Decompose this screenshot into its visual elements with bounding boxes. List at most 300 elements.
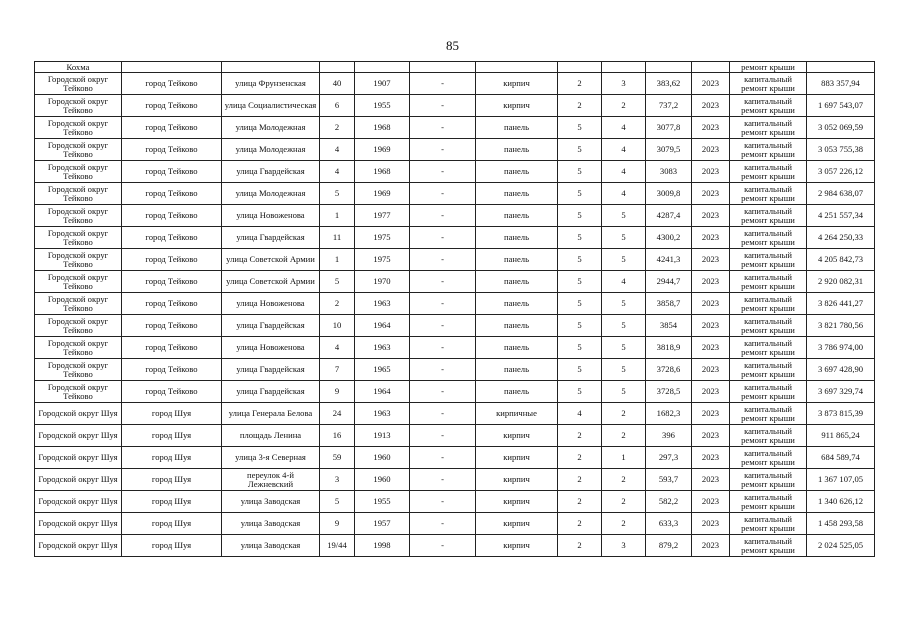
cell-build-year: 1907 [355,73,410,95]
cell-city: город Шуя [122,447,222,469]
table-row [35,491,875,513]
cell-floors: 5 [558,183,602,205]
cell-floors: 5 [558,227,602,249]
cell-work-type: капитальный ремонт крыши [730,271,807,293]
cell-work-type: капитальный ремонт крыши [730,315,807,337]
table-row [35,381,875,403]
cell-cost: 2 920 082,31 [807,271,875,293]
table-row [35,183,875,205]
cell-street: улица Фрунзенская [222,73,320,95]
cell-work-type: капитальный ремонт крыши [730,381,807,403]
cell-reconstruction-year: - [410,117,476,139]
cell-house-number: 4 [320,337,355,359]
cell-wall-material: кирпич [476,73,558,95]
cell-city: город Шуя [122,491,222,513]
cell-build-year: 1964 [355,381,410,403]
cell-wall-material: кирпич [476,469,558,491]
cell-entrances: 3 [602,73,646,95]
cell-wall-material: панель [476,337,558,359]
cell-build-year: 1963 [355,293,410,315]
cell-street: улица Гвардейская [222,359,320,381]
cell-work-type: капитальный ремонт крыши [730,161,807,183]
cell-reconstruction-year: - [410,271,476,293]
table-row [35,403,875,425]
cell-district: Городской округ Тейково [35,117,122,139]
table-row [35,513,875,535]
cell-house-number: 6 [320,95,355,117]
cell-cost: 3 057 226,12 [807,161,875,183]
cell-plan-year: 2023 [692,139,730,161]
cell-build-year: 1969 [355,139,410,161]
cell-city: город Тейково [122,139,222,161]
cell-plan-year: 2023 [692,513,730,535]
cell-reconstruction-year: - [410,315,476,337]
cell-area: 2944,7 [646,271,692,293]
cell-plan-year: 2023 [692,337,730,359]
cell-street: улица Молодежная [222,139,320,161]
cell-city: город Тейково [122,183,222,205]
cell-entrances: 1 [602,447,646,469]
cell-empty [646,62,692,73]
cell-floors: 5 [558,205,602,227]
cell-reconstruction-year: - [410,205,476,227]
cell-district: Городской округ Тейково [35,73,122,95]
cell-city: город Шуя [122,535,222,557]
cell-reconstruction-year: - [410,161,476,183]
cell-reconstruction-year: - [410,337,476,359]
cell-wall-material: панель [476,293,558,315]
cell-district: Городской округ Тейково [35,293,122,315]
cell-plan-year: 2023 [692,469,730,491]
cell-street: улица Молодежная [222,117,320,139]
cell-plan-year: 2023 [692,293,730,315]
cell-cost: 883 357,94 [807,73,875,95]
cell-floors: 2 [558,469,602,491]
cell-plan-year: 2023 [692,381,730,403]
cell-city: город Тейково [122,227,222,249]
table-row [35,139,875,161]
cell-build-year: 1964 [355,315,410,337]
table-row [35,447,875,469]
cell-house-number: 16 [320,425,355,447]
cell-floors: 2 [558,535,602,557]
cell-entrances: 5 [602,315,646,337]
cell-plan-year: 2023 [692,117,730,139]
cell-work-type: капитальный ремонт крыши [730,205,807,227]
cell-plan-year: 2023 [692,205,730,227]
cell-work-type: капитальный ремонт крыши [730,73,807,95]
cell-cost: 911 865,24 [807,425,875,447]
cell-street: улица Гвардейская [222,315,320,337]
cell-house-number: 1 [320,249,355,271]
cell-build-year: 1963 [355,337,410,359]
cell-work-type: капитальный ремонт крыши [730,359,807,381]
cell-city: город Тейково [122,205,222,227]
cell-city: город Тейково [122,271,222,293]
cell-house-number: 4 [320,161,355,183]
cell-district: Городской округ Тейково [35,139,122,161]
cell-wall-material: панель [476,183,558,205]
cell-entrances: 2 [602,469,646,491]
cell-cost: 4 251 557,34 [807,205,875,227]
cell-house-number: 10 [320,315,355,337]
cell-city: город Шуя [122,513,222,535]
cell-area: 3728,5 [646,381,692,403]
table-row [35,117,875,139]
cell-city: город Тейково [122,381,222,403]
table-row [35,315,875,337]
cell-floors: 5 [558,381,602,403]
cell-build-year: 1955 [355,491,410,513]
cell-cost: 1 340 626,12 [807,491,875,513]
table-row-continuation [35,62,875,73]
cell-empty [222,62,320,73]
cell-cost: 3 697 329,74 [807,381,875,403]
cell-district: Городской округ Шуя [35,469,122,491]
cell-plan-year: 2023 [692,161,730,183]
cell-city: город Тейково [122,359,222,381]
cell-floors: 2 [558,491,602,513]
cell-work-type: капитальный ремонт крыши [730,139,807,161]
cell-house-number: 2 [320,117,355,139]
cell-build-year: 1977 [355,205,410,227]
cell-city: город Тейково [122,73,222,95]
cell-area: 593,7 [646,469,692,491]
cell-area: 879,2 [646,535,692,557]
cell-reconstruction-year: - [410,293,476,315]
cell-floors: 2 [558,95,602,117]
cell-wall-material: панель [476,117,558,139]
cell-wall-material: панель [476,359,558,381]
cell-city: город Тейково [122,249,222,271]
cell-wall-material: кирпич [476,513,558,535]
cell-cost: 3 697 428,90 [807,359,875,381]
table-row [35,249,875,271]
cell-cost: 4 264 250,33 [807,227,875,249]
cell-work-type: капитальный ремонт крыши [730,293,807,315]
cell-build-year: 1970 [355,271,410,293]
cell-house-number: 7 [320,359,355,381]
cell-area: 3079,5 [646,139,692,161]
cell-work-type: капитальный ремонт крыши [730,403,807,425]
cell-house-number: 3 [320,469,355,491]
table-row [35,95,875,117]
cell-city: город Тейково [122,315,222,337]
cell-district: Городской округ Тейково [35,95,122,117]
cell-district: Городской округ Тейково [35,315,122,337]
cell-cost: 3 873 815,39 [807,403,875,425]
cell-reconstruction-year: - [410,183,476,205]
cell-area: 3077,8 [646,117,692,139]
cell-reconstruction-year: - [410,535,476,557]
cell-city: город Тейково [122,337,222,359]
cell-reconstruction-year: - [410,227,476,249]
cell-cost: 4 205 842,73 [807,249,875,271]
cell-work-type: капитальный ремонт крыши [730,183,807,205]
cell-work-type: капитальный ремонт крыши [730,491,807,513]
cell-street: улица Советской Армии [222,271,320,293]
cell-build-year: 1960 [355,469,410,491]
cell-wall-material: панель [476,205,558,227]
cell-build-year: 1998 [355,535,410,557]
cell-district: Городской округ Шуя [35,425,122,447]
cell-plan-year: 2023 [692,315,730,337]
cell-city: город Тейково [122,117,222,139]
cell-reconstruction-year: - [410,73,476,95]
cell-street: площадь Ленина [222,425,320,447]
cell-cost: 3 826 441,27 [807,293,875,315]
cell-plan-year: 2023 [692,95,730,117]
cell-work-type: капитальный ремонт крыши [730,337,807,359]
table-row [35,271,875,293]
table-row [35,535,875,557]
housing-registry-table [34,61,875,557]
cell-work-type: капитальный ремонт крыши [730,513,807,535]
cell-build-year: 1955 [355,95,410,117]
cell-city: город Тейково [122,161,222,183]
cell-reconstruction-year: - [410,403,476,425]
cell-work-type: капитальный ремонт крыши [730,117,807,139]
cell-street: улица Гвардейская [222,227,320,249]
cell-cost: 1 367 107,05 [807,469,875,491]
cell-entrances: 2 [602,491,646,513]
cell-reconstruction-year: - [410,249,476,271]
cell-district: Городской округ Тейково [35,381,122,403]
cell-entrances: 5 [602,205,646,227]
cell-empty [602,62,646,73]
cell-wall-material: кирпич [476,491,558,513]
cell-area: 1682,3 [646,403,692,425]
cell-street: улица Новоженова [222,337,320,359]
cell-area: 3083 [646,161,692,183]
cell-area: 582,2 [646,491,692,513]
table-row [35,73,875,95]
cell-house-number: 5 [320,183,355,205]
cell-work-type: капитальный ремонт крыши [730,249,807,271]
cell-floors: 2 [558,447,602,469]
cell-cost: 3 052 069,59 [807,117,875,139]
cell-empty [558,62,602,73]
cell-floors: 5 [558,271,602,293]
cell-reconstruction-year: - [410,381,476,403]
cell-build-year: 1968 [355,117,410,139]
cell-reconstruction-year: - [410,513,476,535]
cell-build-year: 1975 [355,249,410,271]
cell-street: улица Новоженова [222,293,320,315]
cell-house-number: 1 [320,205,355,227]
cell-wall-material: панель [476,227,558,249]
cell-plan-year: 2023 [692,73,730,95]
cell-floors: 5 [558,161,602,183]
cell-work-type: капитальный ремонт крыши [730,535,807,557]
cell-floors: 5 [558,315,602,337]
cell-street: улица Социалистическая [222,95,320,117]
cell-district: Городской округ Шуя [35,513,122,535]
cell-cost: 684 589,74 [807,447,875,469]
cell-entrances: 4 [602,161,646,183]
cell-work-type: капитальный ремонт крыши [730,227,807,249]
cell-house-number: 19/44 [320,535,355,557]
cell-cost: 3 786 974,00 [807,337,875,359]
cell-empty [692,62,730,73]
cell-area: 4300,2 [646,227,692,249]
cell-build-year: 1965 [355,359,410,381]
cell-wall-material: панель [476,381,558,403]
cell-plan-year: 2023 [692,183,730,205]
cell-district: Городской округ Шуя [35,535,122,557]
cell-district: Городской округ Шуя [35,491,122,513]
cell-floors: 2 [558,513,602,535]
cell-entrances: 4 [602,183,646,205]
cell-area: 3818,9 [646,337,692,359]
cell-reconstruction-year: - [410,469,476,491]
table-row [35,227,875,249]
cell-work-type: капитальный ремонт крыши [730,425,807,447]
cell-district: Городской округ Тейково [35,337,122,359]
cell-cost: 3 053 755,38 [807,139,875,161]
cell-district: Городской округ Тейково [35,227,122,249]
cell-empty [122,62,222,73]
cell-build-year: 1975 [355,227,410,249]
table-row [35,425,875,447]
cell-street: улица Заводская [222,535,320,557]
cell-entrances: 2 [602,95,646,117]
cell-district: Городской округ Тейково [35,249,122,271]
cell-street: переулок 4-й Лежневский [222,469,320,491]
cell-reconstruction-year: - [410,359,476,381]
cell-house-number: 4 [320,139,355,161]
cell-wall-material: кирпичные [476,403,558,425]
cell-empty [476,62,558,73]
cell-city: город Шуя [122,469,222,491]
cell-entrances: 2 [602,425,646,447]
cell-district: Городской округ Тейково [35,205,122,227]
cell-entrances: 5 [602,381,646,403]
cell-area: 4287,4 [646,205,692,227]
cell-entrances: 4 [602,117,646,139]
cell-work-type: капитальный ремонт крыши [730,447,807,469]
cell-city: город Шуя [122,403,222,425]
cell-build-year: 1957 [355,513,410,535]
cell-plan-year: 2023 [692,227,730,249]
cell-reconstruction-year: - [410,491,476,513]
cell-entrances: 4 [602,139,646,161]
cell-build-year: 1913 [355,425,410,447]
cell-empty [807,62,875,73]
cell-area: 3858,7 [646,293,692,315]
cell-street: улица Заводская [222,491,320,513]
cell-wall-material: панель [476,139,558,161]
cell-entrances: 5 [602,293,646,315]
cell-work-type: капитальный ремонт крыши [730,95,807,117]
cell-district: Городской округ Тейково [35,161,122,183]
cell-street: улица Новоженова [222,205,320,227]
cell-house-number: 9 [320,381,355,403]
cell-empty [410,62,476,73]
cell-reconstruction-year: - [410,95,476,117]
table-row [35,293,875,315]
cell-floors: 5 [558,139,602,161]
cell-plan-year: 2023 [692,491,730,513]
cell-cost: 1 458 293,58 [807,513,875,535]
cell-house-number: 40 [320,73,355,95]
cell-street: улица Гвардейская [222,161,320,183]
cell-area: 3728,6 [646,359,692,381]
cell-plan-year: 2023 [692,535,730,557]
cell-wall-material: панель [476,249,558,271]
cell-house-number: 59 [320,447,355,469]
cell-work-type: капитальный ремонт крыши [730,469,807,491]
cell-house-number: 2 [320,293,355,315]
page-number: 85 [446,38,459,53]
cell-city: город Тейково [122,293,222,315]
cell-floors: 5 [558,117,602,139]
cell-area: 737,2 [646,95,692,117]
cell-entrances: 4 [602,271,646,293]
cell-build-year: 1960 [355,447,410,469]
cell-cost: 2 984 638,07 [807,183,875,205]
cell-area: 3009,8 [646,183,692,205]
cell-street: улица 3-я Северная [222,447,320,469]
cell-entrances: 5 [602,249,646,271]
cell-area: 3854 [646,315,692,337]
cell-wall-material: кирпич [476,447,558,469]
cell-plan-year: 2023 [692,249,730,271]
cell-empty [355,62,410,73]
cell-plan-year: 2023 [692,271,730,293]
cell-area: 383,62 [646,73,692,95]
cell-district: Городской округ Тейково [35,183,122,205]
table-row [35,337,875,359]
cell-street: улица Генерала Белова [222,403,320,425]
cell-wall-material: кирпич [476,535,558,557]
cell-wall-material: панель [476,315,558,337]
cell-floors: 4 [558,403,602,425]
cell-house-number: 9 [320,513,355,535]
cell-cost: 1 697 543,07 [807,95,875,117]
cell-build-year: 1963 [355,403,410,425]
cell-wall-material: панель [476,161,558,183]
table-row [35,161,875,183]
cell-street: улица Молодежная [222,183,320,205]
cell-plan-year: 2023 [692,403,730,425]
cell-wall-material: панель [476,271,558,293]
cell-street: улица Заводская [222,513,320,535]
cell-area: 396 [646,425,692,447]
cell-floors: 5 [558,337,602,359]
cell-plan-year: 2023 [692,425,730,447]
cell-build-year: 1968 [355,161,410,183]
cell-house-number: 5 [320,491,355,513]
cell-district: Городской округ Шуя [35,447,122,469]
cell-entrances: 5 [602,359,646,381]
cell-work: ремонт крыши [730,62,807,73]
cell-street: улица Гвардейская [222,381,320,403]
cell-plan-year: 2023 [692,359,730,381]
table-row [35,469,875,491]
cell-floors: 5 [558,249,602,271]
cell-reconstruction-year: - [410,139,476,161]
cell-cost: 2 024 525,05 [807,535,875,557]
cell-house-number: 24 [320,403,355,425]
cell-reconstruction-year: - [410,425,476,447]
cell-empty [320,62,355,73]
cell-house-number: 11 [320,227,355,249]
cell-district: Кохма [35,62,122,73]
cell-floors: 5 [558,293,602,315]
cell-floors: 2 [558,425,602,447]
cell-floors: 2 [558,73,602,95]
